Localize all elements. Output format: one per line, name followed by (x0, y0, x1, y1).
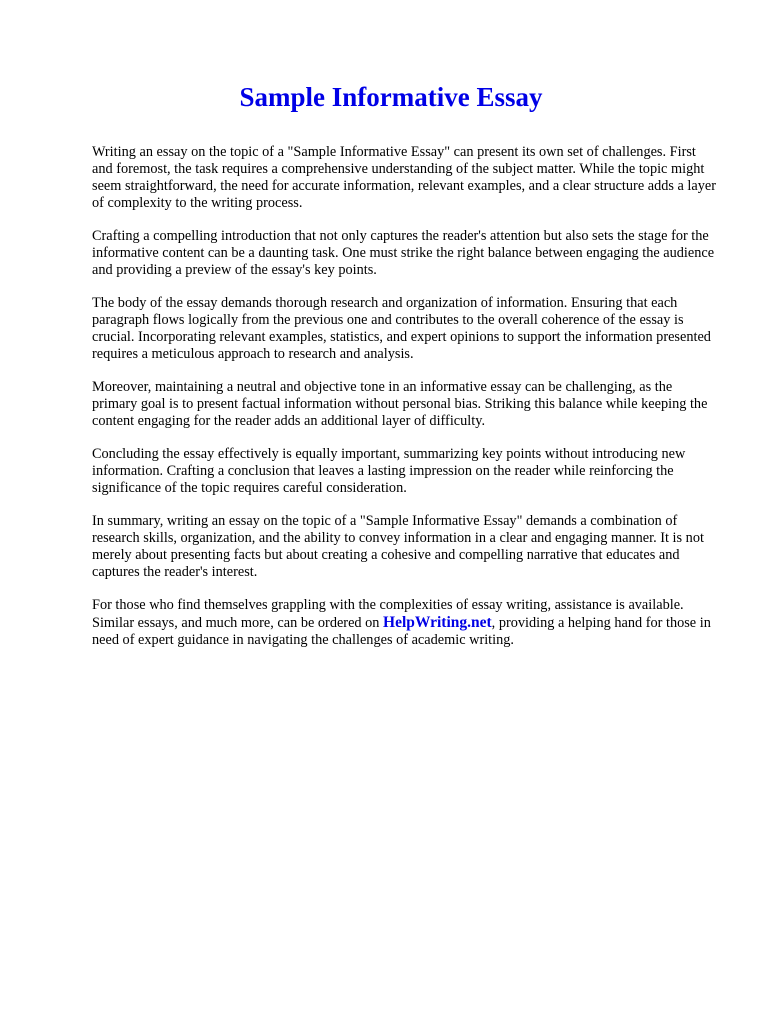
paragraph-2: Crafting a compelling introduction that not only captures the reader's attention but also sets the stage for the informative content can be a daunting task. One must strike the right balance between engaging the audience and providing a preview of the essay's key points. (92, 228, 715, 278)
page-title: Sample Informative Essay (239, 82, 543, 112)
paragraph-7 (92, 597, 718, 649)
paragraph-7-after-link: , providing a helping hand for those in need of expert guidance in navigating the challenges of academic writing. (92, 615, 711, 648)
paragraph-7-before-link: For those who find themselves grappling with the complexities of essay writing, assistance is available. Similar essays, and much more, can be ordered on (92, 597, 684, 631)
paragraph-6: In summary, writing an essay on the topic of a "Sample Informative Essay" demands a combination of research skills, organization, and the ability to convey information in a clear and engaging manner. It is not merely about presenting facts but about creating a cohesive and compelling narrative that educates and captures the reader's interest. (92, 513, 704, 580)
paragraph-5: Concluding the essay effectively is equally important, summarizing key points without introducing new information. Crafting a conclusion that leaves a lasting impression on the reader while reinforcing the significance of the topic requires careful consideration. (92, 446, 686, 496)
paragraph-3: The body of the essay demands thorough research and organization of information. Ensuring that each paragraph flows logically from the previous one and contributes to the overall coherence of the essay is crucial. Incorporating relevant examples, statistics, and expert opinions to support the information presented requires a meticulous approach to research and analysis. (92, 295, 711, 362)
document-body (92, 144, 718, 649)
paragraph-4: Moreover, maintaining a neutral and objective tone in an informative essay can be challenging, as the primary goal is to present factual information without personal bias. Striking this balance while keeping the content engaging for the reader adds an additional layer of difficulty. (92, 379, 708, 429)
paragraph-1: Writing an essay on the topic of a "Sample Informative Essay" can present its own set of challenges. First and foremost, the task requires a comprehensive understanding of the subject matter. While the topic might seem straightforward, the need for accurate information, relevant examples, and a clear structure adds a layer of complexity to the writing process. (92, 144, 717, 211)
helpwriting-link[interactable]: HelpWriting.net (383, 614, 492, 631)
